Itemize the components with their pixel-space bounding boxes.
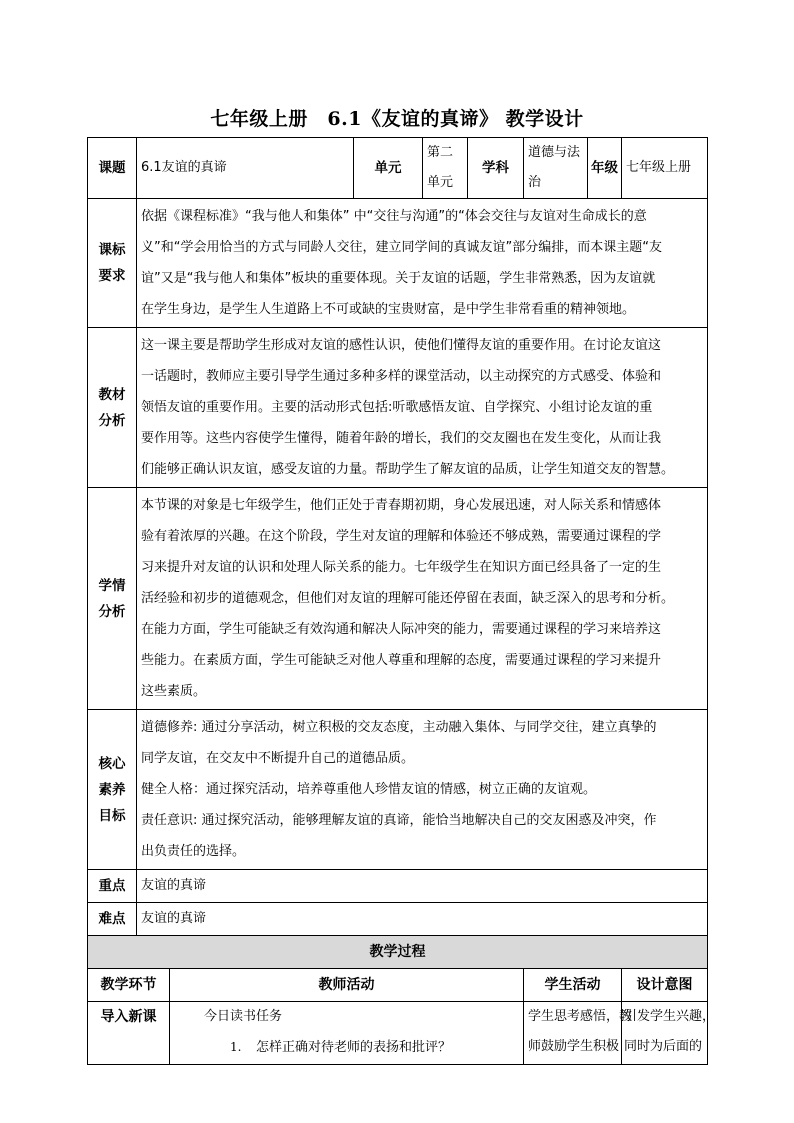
intent-cell bbox=[622, 1002, 716, 1065]
key-point-row bbox=[88, 870, 708, 903]
intent-line: 引发学生兴趣， bbox=[624, 1009, 716, 1024]
subject-label: 学科 bbox=[468, 138, 524, 199]
difficulty-value: 友谊的真谛 bbox=[137, 903, 708, 936]
section-body-learners: 本节课的对象是七年级学生，他们正处于青春期初期，身心发展迅速，对人际关系和情感体 验有着浓厚的兴趣。在这个阶段，学生对友谊的理解和体验还不够成熟，需要通过课程的学 习来提升对友谊的认识和处理人际关系的能力。七年级学生在知识方面已经具备了一定的生 活经验和初步的道德观念，但他们对友谊的理解可能还停留在表面，缺乏深入的思考和分析。 在能力方面，学生可能缺乏有效沟通和解决人际冲突的能力，需要通过课程的学习来培养这 些能力。在素质方面，学生可能缺乏对他人尊重和理解的态度，需要通过课程的学习来提升 这些素质。 bbox=[137, 488, 708, 710]
teacher-intro: 今日读书任务 bbox=[204, 1009, 283, 1024]
process-row bbox=[88, 1002, 708, 1065]
section-row-literacy bbox=[88, 710, 708, 870]
grade-value: 七年级上册 bbox=[622, 138, 708, 199]
difficulty-row bbox=[88, 903, 708, 936]
stage-cell: 导入新课 bbox=[88, 1002, 170, 1065]
topic-value: 6.1友谊的真谛 bbox=[137, 138, 354, 199]
subject-value: 道德与法治 bbox=[524, 138, 588, 199]
section-row-curriculum bbox=[88, 199, 708, 328]
student-activity-line: 师鼓励学生积极 bbox=[528, 1039, 620, 1054]
process-title: 教学过程 bbox=[88, 936, 708, 969]
process-title-row bbox=[88, 936, 708, 969]
teacher-activity-cell bbox=[170, 1002, 524, 1065]
student-activity-line: 学生思考感悟，教 bbox=[528, 1009, 633, 1024]
section-body-curriculum: 依据《课程标准》“我与他人和集体” 中“交往与沟通”的“体会交往与友谊对生命成长的意 义”和“学会用恰当的方式与同龄人交往，建立同学间的真诚友谊”部分编排，而本课主题“友 谊”又是“我与他人和集体”板块的重要体现。关于友谊的话题，学生非常熟悉，因为友谊就 在学生身边，是学生人生道路上不可或缺的宝贵财富，是中学生非常看重的精神领地。 bbox=[137, 199, 708, 328]
lesson-plan-table bbox=[87, 137, 716, 1065]
teacher-list-item bbox=[174, 1032, 519, 1063]
section-row-learners bbox=[88, 488, 708, 710]
teacher-item-number: 1. bbox=[230, 1040, 242, 1054]
header-student: 学生活动 bbox=[524, 969, 622, 1002]
document-title: 七年级上册 6.1《友谊的真谛》 教学设计 bbox=[210, 108, 584, 130]
section-row-textbook bbox=[88, 328, 708, 488]
header-intent: 设计意图 bbox=[622, 969, 708, 1002]
teacher-item-text: 怎样正确对待老师的表扬和批评？ bbox=[256, 1040, 452, 1055]
difficulty-label: 难点 bbox=[88, 903, 137, 936]
section-body-textbook: 这一课主要是帮助学生形成对友谊的感性认识，使他们懂得友谊的重要作用。在讨论友谊这 一话题时，教师应主要引导学生通过多种多样的课堂活动，以主动探究的方式感受、体验和 领悟友谊的重要作用。主要的活动形式包括:听歌感悟友谊、自学探究、小组讨论友谊的重 要作用等。这些内容使学生懂得，随着年龄的增长，我们的交友圈也在发生变化，从而让我 们能够正确认识友谊，感受友谊的力量。帮助学生了解友谊的品质，让学生知道交友的智慧。 bbox=[137, 328, 708, 488]
intent-line: 同时为后面的 bbox=[624, 1039, 703, 1054]
header-teacher: 教师活动 bbox=[170, 969, 524, 1002]
topic-label: 课题 bbox=[88, 138, 137, 199]
section-label-curriculum: 课标 要求 bbox=[88, 199, 137, 328]
key-point-label: 重点 bbox=[88, 870, 137, 903]
grade-label: 年级 bbox=[588, 138, 622, 199]
section-label-textbook: 教材 分析 bbox=[88, 328, 137, 488]
section-label-learners: 学情 分析 bbox=[88, 488, 137, 710]
info-row bbox=[88, 138, 708, 199]
section-body-literacy: 道德修养: 通过分享活动，树立积极的交友态度，主动融入集体、与同学交往，建立真挚的 同学友谊，在交友中不断提升自己的道德品质。 健全人格：通过探究活动，培养尊重他人珍惜友谊的情感，树立正确的友谊观。 责任意识: 通过探究活动，能够理解友谊的真谛，能恰当地解决自己的交友困惑及冲突，作 出负责任的选择。 bbox=[137, 710, 708, 870]
section-label-literacy: 核心 素养 目标 bbox=[88, 710, 137, 870]
unit-value: 第二单元 bbox=[423, 138, 468, 199]
header-stage: 教学环节 bbox=[88, 969, 170, 1002]
student-activity-cell bbox=[524, 1002, 633, 1065]
key-point-value: 友谊的真谛 bbox=[137, 870, 708, 903]
unit-label: 单元 bbox=[354, 138, 423, 199]
process-header-row bbox=[88, 969, 708, 1002]
